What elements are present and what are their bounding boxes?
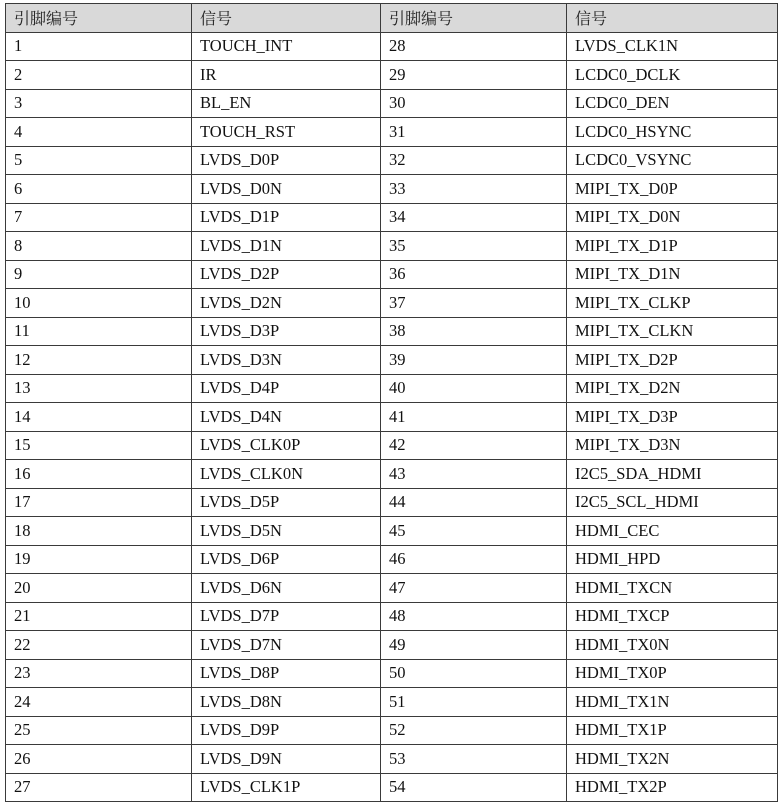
signal-left-cell: LVDS_D5P [192,488,381,517]
pin-number-left-cell: 6 [6,175,192,204]
signal-right-cell: HDMI_TXCP [567,602,778,631]
pin-number-left-cell: 21 [6,602,192,631]
signal-right-cell: HDMI_TXCN [567,574,778,603]
signal-right-cell: I2C5_SCL_HDMI [567,488,778,517]
pin-number-left-cell: 17 [6,488,192,517]
pin-number-left-cell: 7 [6,203,192,232]
pin-number-right-cell: 39 [381,346,567,375]
table-body [6,32,778,802]
table-row [6,317,778,346]
pin-number-right-cell: 46 [381,545,567,574]
pin-number-right-cell: 37 [381,289,567,318]
pin-number-right-cell: 34 [381,203,567,232]
signal-right-cell: HDMI_TX1N [567,688,778,717]
signal-left-cell: TOUCH_RST [192,118,381,147]
pin-number-right-cell: 29 [381,61,567,90]
pin-number-left-cell: 27 [6,773,192,802]
signal-left-cell: IR [192,61,381,90]
signal-right-cell: MIPI_TX_D1N [567,260,778,289]
signal-right-cell: HDMI_TX2N [567,745,778,774]
pin-number-left-cell: 12 [6,346,192,375]
pin-number-left-cell: 9 [6,260,192,289]
table-row [6,431,778,460]
table-row [6,175,778,204]
pin-number-right-cell: 28 [381,32,567,61]
signal-right-cell: LVDS_CLK1N [567,32,778,61]
signal-right-cell: MIPI_TX_D0P [567,175,778,204]
signal-right-cell: LCDC0_DEN [567,89,778,118]
pin-number-right-cell: 35 [381,232,567,261]
table-row [6,374,778,403]
pin-number-left-cell: 3 [6,89,192,118]
pin-number-right-cell: 45 [381,517,567,546]
pin-number-right-cell: 43 [381,460,567,489]
signal-left-cell: LVDS_D7N [192,631,381,660]
signal-right-cell: MIPI_TX_D3N [567,431,778,460]
signal-right-cell: I2C5_SDA_HDMI [567,460,778,489]
pin-number-left-cell: 18 [6,517,192,546]
table-row [6,289,778,318]
signal-left-cell: BL_EN [192,89,381,118]
signal-right-cell: HDMI_HPD [567,545,778,574]
pin-number-left-cell: 24 [6,688,192,717]
table-row [6,688,778,717]
pin-number-left-cell: 26 [6,745,192,774]
signal-left-cell: LVDS_D4N [192,403,381,432]
table-row [6,716,778,745]
table-row [6,488,778,517]
signal-right-cell: MIPI_TX_D0N [567,203,778,232]
signal-left-cell: LVDS_D3P [192,317,381,346]
table-row [6,89,778,118]
header-pin-number-right: 引脚编号 [381,4,567,33]
signal-left-cell: LVDS_D2P [192,260,381,289]
signal-right-cell: MIPI_TX_D2N [567,374,778,403]
signal-left-cell: LVDS_CLK1P [192,773,381,802]
signal-right-cell: HDMI_TX0P [567,659,778,688]
table-row [6,146,778,175]
signal-left-cell: LVDS_CLK0N [192,460,381,489]
pin-number-right-cell: 41 [381,403,567,432]
signal-left-cell: LVDS_D9N [192,745,381,774]
table-row [6,574,778,603]
signal-left-cell: LVDS_D0P [192,146,381,175]
pin-number-left-cell: 5 [6,146,192,175]
table-row [6,773,778,802]
pin-number-right-cell: 53 [381,745,567,774]
signal-right-cell: HDMI_TX1P [567,716,778,745]
signal-right-cell: HDMI_TX0N [567,631,778,660]
signal-left-cell: LVDS_D7P [192,602,381,631]
pin-number-left-cell: 22 [6,631,192,660]
signal-right-cell: LCDC0_HSYNC [567,118,778,147]
signal-left-cell: LVDS_D4P [192,374,381,403]
pin-number-left-cell: 16 [6,460,192,489]
pin-number-right-cell: 31 [381,118,567,147]
pin-number-right-cell: 33 [381,175,567,204]
header-signal-left: 信号 [192,4,381,33]
signal-left-cell: TOUCH_INT [192,32,381,61]
signal-right-cell: LCDC0_VSYNC [567,146,778,175]
table-row [6,631,778,660]
table-row [6,260,778,289]
pin-number-left-cell: 14 [6,403,192,432]
header-pin-number-left: 引脚编号 [6,4,192,33]
pin-number-right-cell: 42 [381,431,567,460]
table-row [6,61,778,90]
signal-right-cell: LCDC0_DCLK [567,61,778,90]
pin-signal-table [5,3,778,802]
pin-number-right-cell: 38 [381,317,567,346]
table-row [6,460,778,489]
pin-number-right-cell: 51 [381,688,567,717]
pin-number-left-cell: 4 [6,118,192,147]
table-row [6,203,778,232]
pin-number-left-cell: 2 [6,61,192,90]
signal-left-cell: LVDS_D5N [192,517,381,546]
signal-right-cell: MIPI_TX_D2P [567,346,778,375]
signal-right-cell: MIPI_TX_D1P [567,232,778,261]
pin-number-right-cell: 36 [381,260,567,289]
pin-number-left-cell: 1 [6,32,192,61]
pin-number-right-cell: 48 [381,602,567,631]
signal-left-cell: LVDS_D1P [192,203,381,232]
pin-number-left-cell: 25 [6,716,192,745]
pin-number-right-cell: 47 [381,574,567,603]
pin-number-right-cell: 50 [381,659,567,688]
signal-left-cell: LVDS_D0N [192,175,381,204]
signal-right-cell: MIPI_TX_D3P [567,403,778,432]
pin-number-left-cell: 10 [6,289,192,318]
pin-number-left-cell: 23 [6,659,192,688]
table-row [6,745,778,774]
signal-left-cell: LVDS_D8P [192,659,381,688]
pin-number-left-cell: 11 [6,317,192,346]
signal-left-cell: LVDS_D1N [192,232,381,261]
table-row [6,118,778,147]
pin-number-left-cell: 20 [6,574,192,603]
pin-number-right-cell: 40 [381,374,567,403]
table-row [6,232,778,261]
signal-left-cell: LVDS_CLK0P [192,431,381,460]
signal-left-cell: LVDS_D3N [192,346,381,375]
pin-number-left-cell: 15 [6,431,192,460]
pin-number-right-cell: 52 [381,716,567,745]
table-row [6,403,778,432]
signal-right-cell: MIPI_TX_CLKN [567,317,778,346]
table-row [6,32,778,61]
pin-number-right-cell: 32 [381,146,567,175]
header-signal-right: 信号 [567,4,778,33]
signal-left-cell: LVDS_D6N [192,574,381,603]
signal-right-cell: MIPI_TX_CLKP [567,289,778,318]
table-row [6,659,778,688]
table-row [6,545,778,574]
pin-number-right-cell: 49 [381,631,567,660]
table-row [6,602,778,631]
signal-left-cell: LVDS_D6P [192,545,381,574]
signal-left-cell: LVDS_D9P [192,716,381,745]
pin-number-right-cell: 54 [381,773,567,802]
table-row [6,346,778,375]
signal-left-cell: LVDS_D8N [192,688,381,717]
signal-right-cell: HDMI_CEC [567,517,778,546]
pin-number-left-cell: 8 [6,232,192,261]
table-row [6,517,778,546]
pin-number-left-cell: 13 [6,374,192,403]
pin-number-left-cell: 19 [6,545,192,574]
table-header-row [6,4,778,33]
signal-right-cell: HDMI_TX2P [567,773,778,802]
pin-number-right-cell: 30 [381,89,567,118]
signal-left-cell: LVDS_D2N [192,289,381,318]
pin-number-right-cell: 44 [381,488,567,517]
